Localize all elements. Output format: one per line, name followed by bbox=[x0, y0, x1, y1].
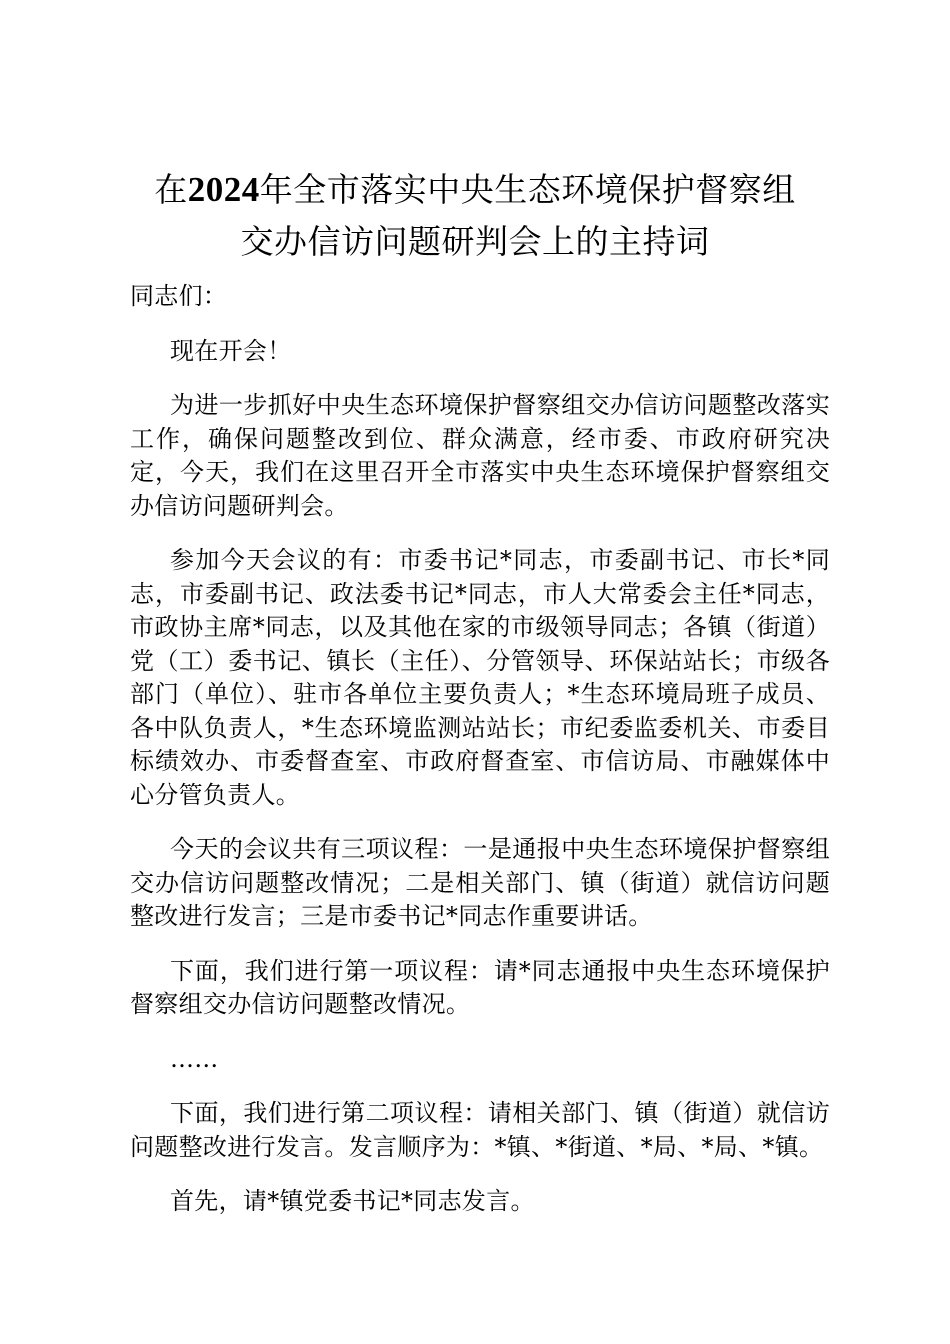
paragraph-purpose: 为进一步抓好中央生态环境保护督察组交办信访问题整改落实工作，确保问题整改到位、群众满意，经市委、市政府研究决定，今天，我们在这里召开全市落实中央生态环境保护督察组交办信访问题研判会。 bbox=[130, 391, 830, 520]
paragraph-opening: 现在开会！ bbox=[170, 336, 292, 365]
paragraph-agenda-item-2: 下面，我们进行第二项议程：请相关部门、镇（街道）就信访问题整改进行发言。发言顺序为：*镇、*街道、*局、*局、*镇。 bbox=[130, 1099, 830, 1161]
document-body bbox=[130, 280, 830, 1240]
title-line2: 交办信访问题研判会上的主持词 bbox=[240, 222, 710, 261]
title-year: 2024 bbox=[187, 170, 260, 209]
paragraph-agenda-item-1: 下面，我们进行第一项议程：请*同志通报中央生态环境保护督察组交办信访问题整改情况。 bbox=[130, 956, 830, 1018]
paragraph-first-speaker: 首先，请*镇党委书记*同志发言。 bbox=[170, 1187, 535, 1215]
salutation: 同志们： bbox=[130, 282, 228, 310]
paragraph-ellipsis: …… bbox=[170, 1044, 219, 1073]
title-line1-suffix: 年全市落实中央生态环境保护督察组 bbox=[259, 170, 796, 209]
document-title bbox=[110, 164, 840, 268]
paragraph-attendees: 参加今天会议的有：市委书记*同志，市委副书记、市长*同志，市委副书记、政法委书记*同志，市人大常委会主任*同志，市政协主席*同志，以及其他在家的市级领导同志；各镇（街道）党（工）委书记、镇长（主任）、分管领导、环保站站长；市级各部门（单位）、驻市各单位主要负责人；*生态环境局班子成员、各中队负责人，*生态环境监测站站长；市纪委监委机关、市委目标绩效办、市委督查室、市政府督查室、市信访局、市融媒体中心分管负责人。 bbox=[130, 546, 830, 809]
paragraph-agenda: 今天的会议共有三项议程：一是通报中央生态环境保护督察组交办信访问题整改情况；二是相关部门、镇（街道）就信访问题整改进行发言；三是市委书记*同志作重要讲话。 bbox=[130, 835, 830, 930]
title-prefix: 在 bbox=[154, 170, 188, 209]
